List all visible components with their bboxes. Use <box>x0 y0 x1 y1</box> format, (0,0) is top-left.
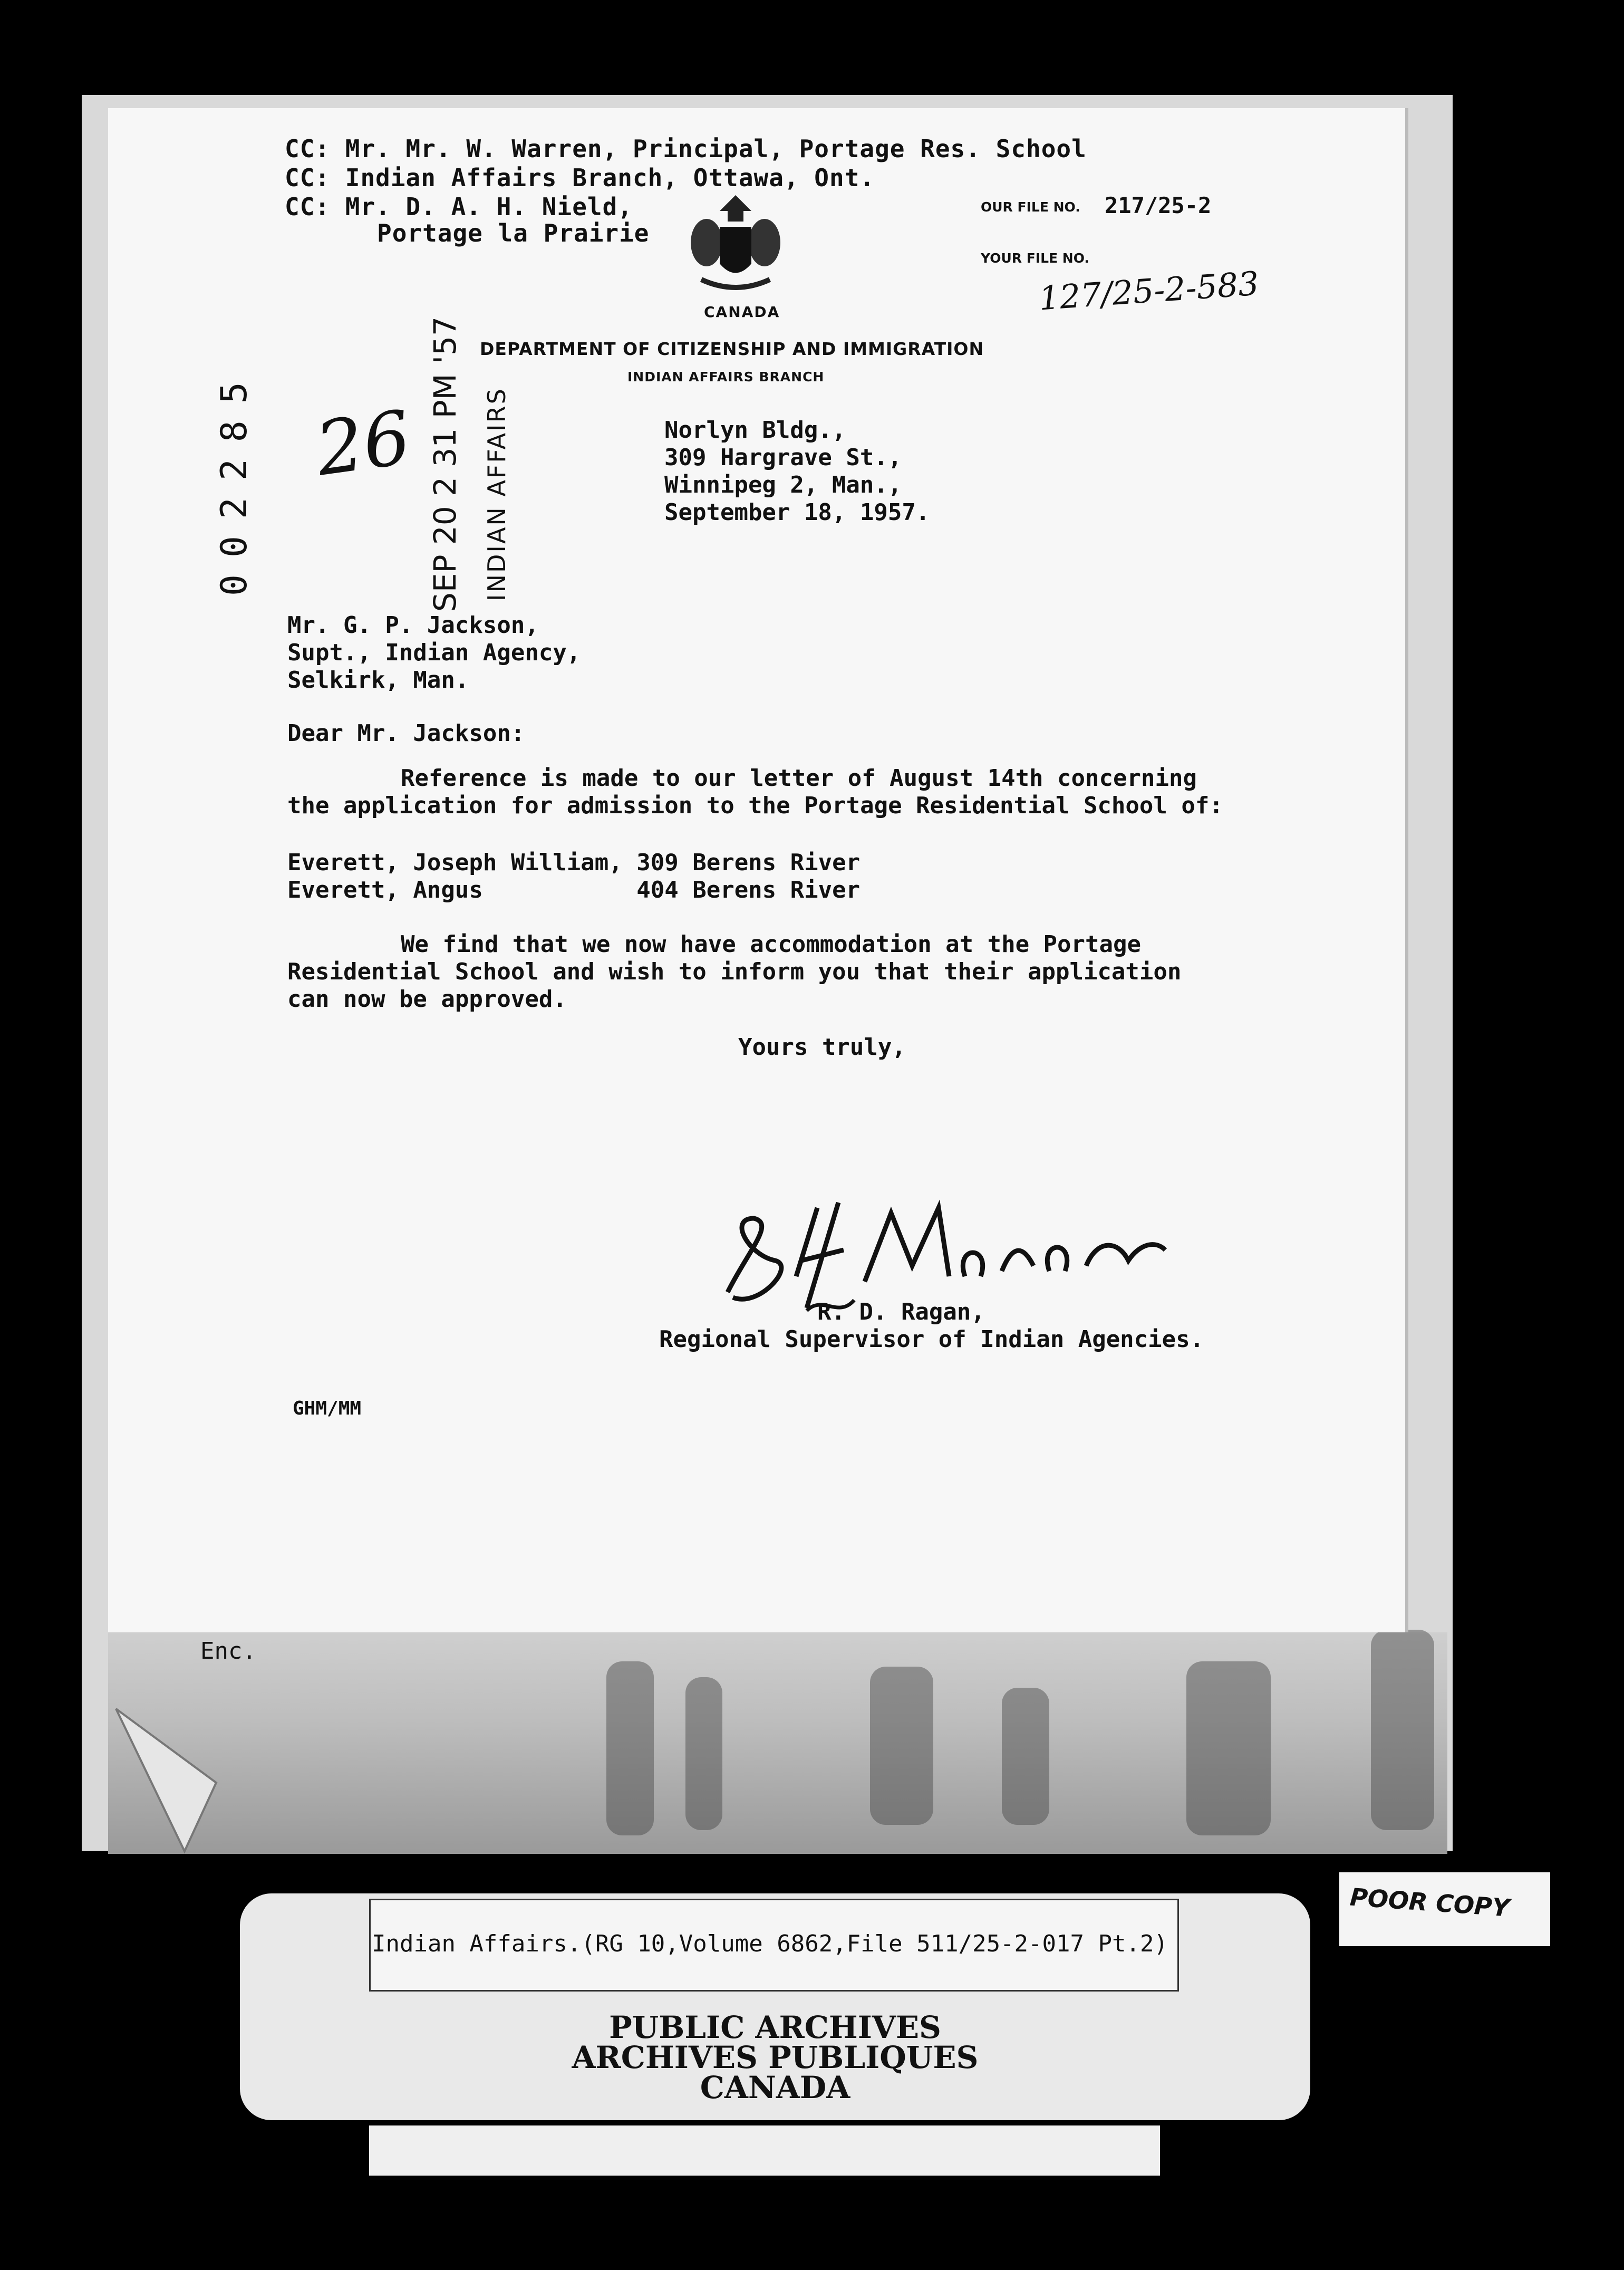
sender-address-line: 309 Hargrave St., <box>664 444 902 471</box>
document-number-stamp: 002285 <box>214 365 255 596</box>
signatory-name: R. D. Ragan, <box>817 1298 985 1325</box>
smudge <box>1002 1688 1049 1825</box>
cc-line: CC: Mr. D. A. H. Nield, <box>285 193 633 221</box>
archive-name-english: PUBLIC ARCHIVES <box>609 2009 941 2045</box>
signatory-title: Regional Supervisor of Indian Agencies. <box>659 1326 1204 1353</box>
smudge <box>1371 1630 1434 1830</box>
letterhead-country: CANADA <box>704 303 780 321</box>
paragraph-line: can now be approved. <box>287 986 567 1013</box>
archive-country: CANADA <box>700 2070 850 2105</box>
handwritten-mark: 26 <box>311 395 416 493</box>
smudge <box>685 1677 722 1830</box>
paragraph-line: the application for admission to the Portage Residential School of: <box>287 792 1223 819</box>
folded-corner <box>111 1698 269 1857</box>
closing: Yours truly, <box>738 1034 906 1061</box>
recipient-line: Selkirk, Man. <box>287 667 469 694</box>
received-office-stamp: INDIAN AFFAIRS <box>482 387 511 601</box>
paragraph-line: Residential School and wish to inform you that their application <box>287 958 1182 985</box>
your-file-label: YOUR FILE NO. <box>981 251 1089 266</box>
smudge <box>1186 1661 1271 1835</box>
coat-of-arms-logo <box>685 190 786 295</box>
smudge <box>606 1661 654 1835</box>
cc-line: CC: Indian Affairs Branch, Ottawa, Ont. <box>285 163 875 192</box>
enclosure-note: Enc. <box>200 1638 256 1665</box>
received-date-stamp: SEP 20 2 31 PM '57 <box>427 316 463 612</box>
student-entry: Everett, Joseph William, 309 Berens River <box>287 849 861 876</box>
our-file-number: 217/25-2 <box>1105 193 1212 218</box>
archive-label-bottom-strip <box>369 2125 1160 2176</box>
cc-line: CC: Mr. Mr. W. Warren, Principal, Portage Res. School <box>285 134 1087 163</box>
sender-address-line: Norlyn Bldg., <box>664 417 846 444</box>
our-file-label: OUR FILE NO. <box>981 199 1080 215</box>
recipient-line: Mr. G. P. Jackson, <box>287 612 539 639</box>
student-entry: Everett, Angus 404 Berens River <box>287 877 861 903</box>
your-file-number-handwritten: 127/25-2-583 <box>1037 264 1260 318</box>
sender-address-line: Winnipeg 2, Man., <box>664 472 902 498</box>
paragraph-line: We find that we now have accommodation at the Portage <box>401 931 1141 958</box>
archive-reference: Indian Affairs.(RG 10,Volume 6862,File 511/25-2-017 Pt.2) <box>372 1930 1168 1957</box>
typist-initials: GHM/MM <box>293 1398 362 1419</box>
salutation: Dear Mr. Jackson: <box>287 720 525 747</box>
recipient-line: Supt., Indian Agency, <box>287 639 581 666</box>
smudge <box>870 1667 933 1825</box>
letterhead-branch: INDIAN AFFAIRS BRANCH <box>627 369 825 384</box>
letterhead-department: DEPARTMENT OF CITIZENSHIP AND IMMIGRATION <box>480 339 984 359</box>
archive-name-french: ARCHIVES PUBLIQUES <box>572 2040 979 2075</box>
cc-line: Portage la Prairie <box>377 219 650 247</box>
poor-copy-text: POOR COPY <box>1349 1882 1511 1922</box>
letter-date: September 18, 1957. <box>664 499 930 526</box>
paragraph-line: Reference is made to our letter of August 14th concerning <box>401 765 1197 792</box>
